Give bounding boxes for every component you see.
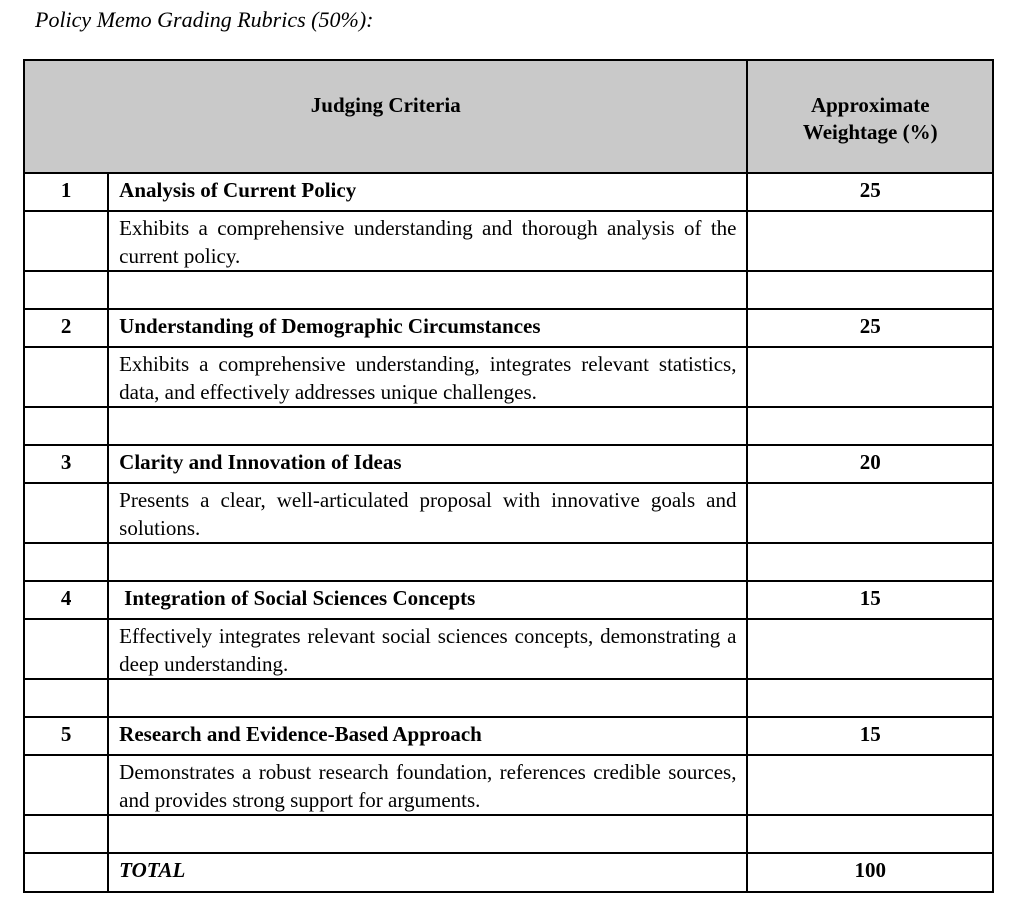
empty-cell: [24, 679, 108, 717]
total-weight: 100: [747, 853, 993, 892]
empty-cell: [747, 483, 993, 543]
empty-cell: [24, 407, 108, 445]
criterion-description: Presents a clear, well-articulated proposal with innovative goals and solutions.: [108, 483, 747, 543]
empty-cell: [24, 543, 108, 581]
criterion-title: Analysis of Current Policy: [108, 173, 747, 211]
criterion-title-row: [24, 717, 993, 755]
empty-cell: [24, 853, 108, 892]
criterion-title-row: [24, 309, 993, 347]
criterion-description: Effectively integrates relevant social sciences concepts, demonstrating a deep understanding.: [108, 619, 747, 679]
empty-cell: [108, 679, 747, 717]
criterion-description-row: [24, 211, 993, 271]
criterion-description-row: [24, 619, 993, 679]
weightage-header-line1: Approximate: [810, 93, 930, 117]
empty-cell: [24, 271, 108, 309]
criterion-title: Understanding of Demographic Circumstances: [108, 309, 747, 347]
criteria-header: Judging Criteria: [24, 60, 747, 173]
criterion-title-row: [24, 581, 993, 619]
empty-cell: [747, 619, 993, 679]
empty-cell: [24, 347, 108, 407]
empty-cell: [24, 619, 108, 679]
criterion-description: Demonstrates a robust research foundation, references credible sources, and provides strong support for arguments.: [108, 755, 747, 815]
weightage-header: [747, 60, 993, 173]
criterion-weight: 20: [747, 445, 993, 483]
criterion-description-row: [24, 755, 993, 815]
criterion-title-row: [24, 173, 993, 211]
empty-cell: [747, 543, 993, 581]
empty-cell: [747, 755, 993, 815]
criterion-title-row: [24, 445, 993, 483]
criterion-number: 1: [24, 173, 108, 211]
empty-cell: [747, 407, 993, 445]
criterion-number: 4: [24, 581, 108, 619]
criterion-weight: 25: [747, 173, 993, 211]
total-label: TOTAL: [108, 853, 747, 892]
empty-cell: [747, 211, 993, 271]
criterion-weight: 15: [747, 717, 993, 755]
rubric-caption: Policy Memo Grading Rubrics (50%):: [35, 7, 374, 32]
criterion-number: 2: [24, 309, 108, 347]
empty-cell: [108, 543, 747, 581]
spacer-row: [24, 679, 993, 717]
empty-cell: [24, 211, 108, 271]
header-row: [24, 60, 993, 173]
criterion-weight: 25: [747, 309, 993, 347]
criterion-title: Research and Evidence-Based Approach: [108, 717, 747, 755]
criterion-weight: 15: [747, 581, 993, 619]
criterion-description-row: [24, 347, 993, 407]
criterion-description-row: [24, 483, 993, 543]
criterion-description: Exhibits a comprehensive understanding, integrates relevant statistics, data, and effectively addresses unique challenges.: [108, 347, 747, 407]
spacer-row: [24, 815, 993, 853]
spacer-row: [24, 407, 993, 445]
criterion-title: Clarity and Innovation of Ideas: [108, 445, 747, 483]
weightage-header-line2: Weightage (%): [802, 120, 938, 144]
total-row: [24, 853, 993, 892]
criterion-number: 5: [24, 717, 108, 755]
spacer-row: [24, 543, 993, 581]
grading-rubric-table: [23, 59, 994, 893]
empty-cell: [108, 407, 747, 445]
empty-cell: [108, 271, 747, 309]
empty-cell: [747, 815, 993, 853]
empty-cell: [24, 755, 108, 815]
empty-cell: [108, 815, 747, 853]
empty-cell: [24, 483, 108, 543]
criterion-title: Integration of Social Sciences Concepts: [108, 581, 747, 619]
criterion-number: 3: [24, 445, 108, 483]
spacer-row: [24, 271, 993, 309]
empty-cell: [24, 815, 108, 853]
empty-cell: [747, 271, 993, 309]
empty-cell: [747, 347, 993, 407]
empty-cell: [747, 679, 993, 717]
criterion-description: Exhibits a comprehensive understanding and thorough analysis of the current policy.: [108, 211, 747, 271]
